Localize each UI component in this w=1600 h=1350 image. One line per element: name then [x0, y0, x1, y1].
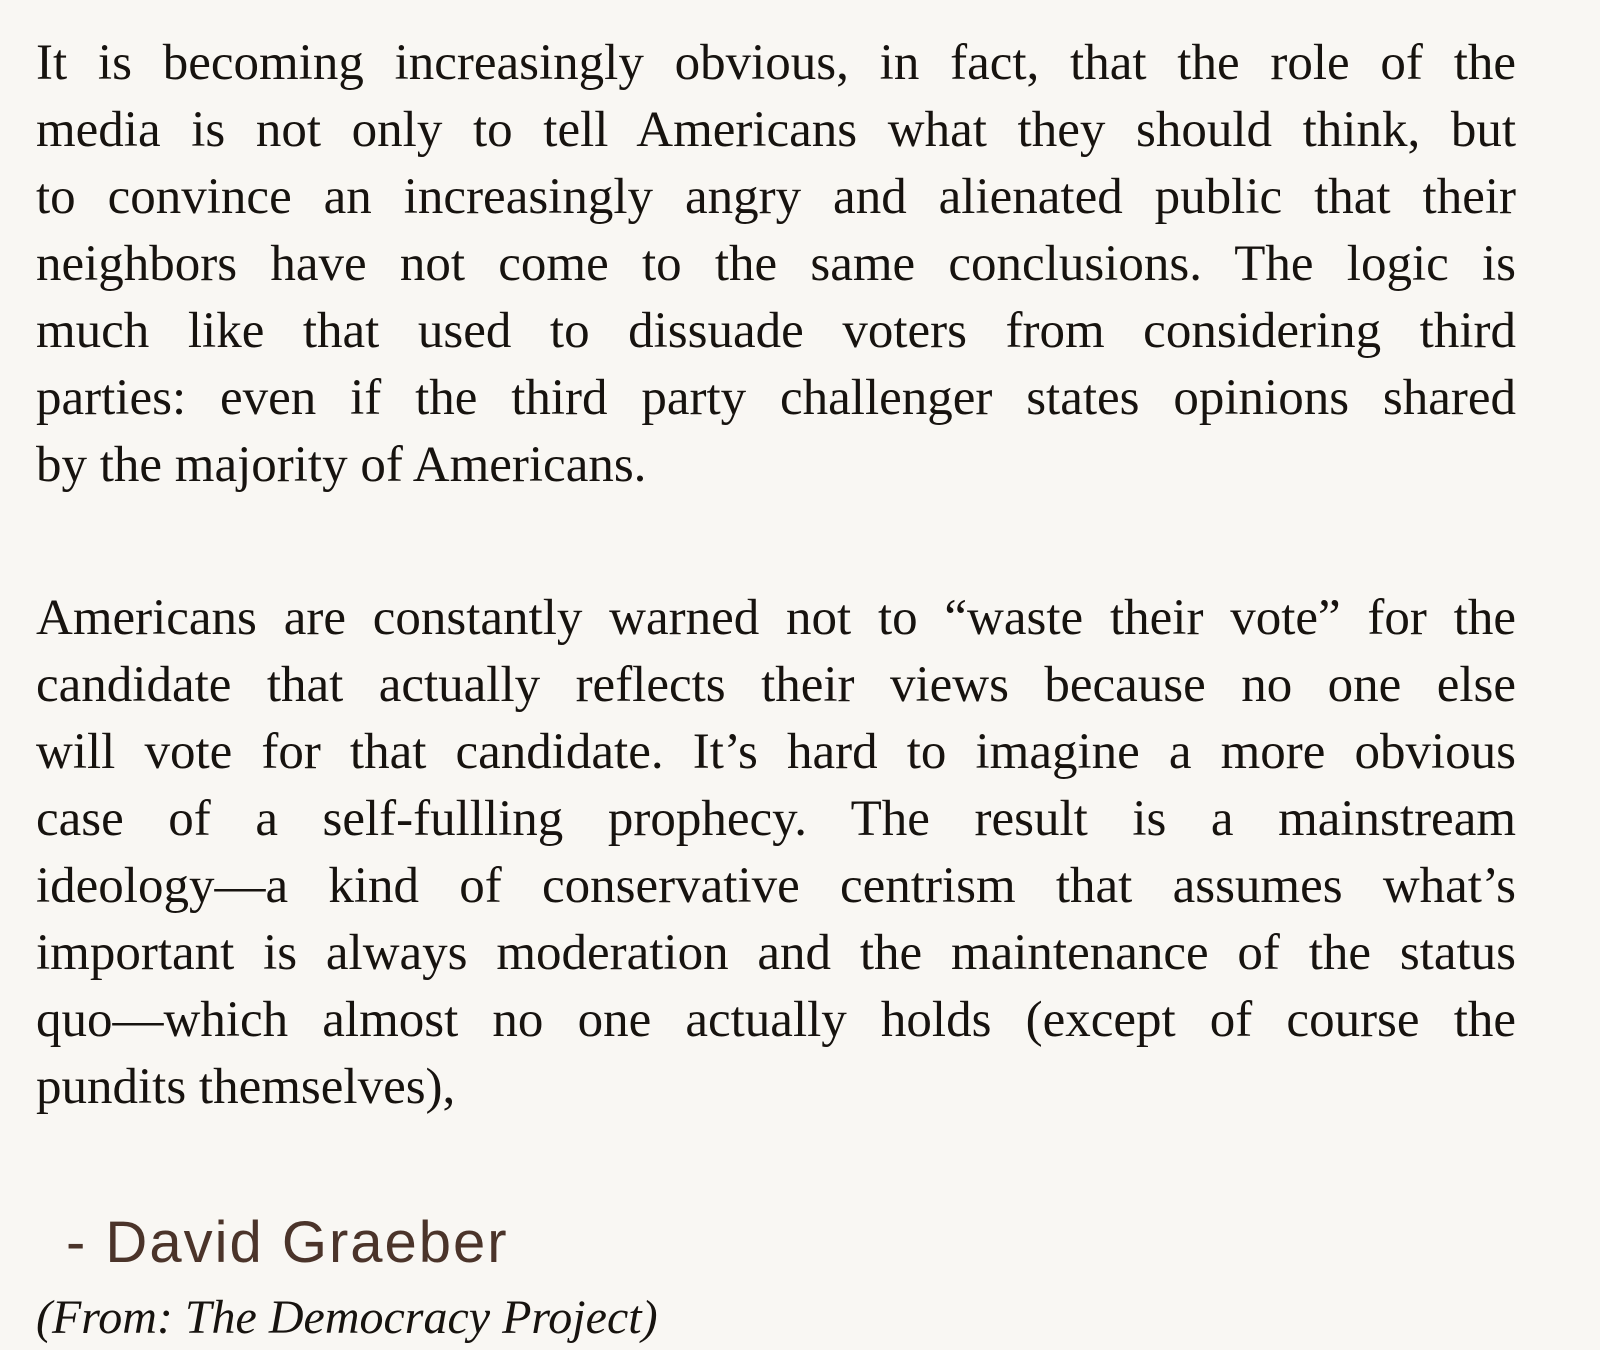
quote-line: media is not only to tell Americans what they should think, but [36, 102, 1516, 158]
quote-paragraph-2 [36, 585, 1516, 1121]
quote-line: neighbors have not come to the same conclusions. The logic is [36, 236, 1516, 292]
source-line: (From: The Democracy Project) [36, 1291, 658, 1344]
quote-line: case of a self-fullling prophecy. The result is a mainstream [36, 791, 1516, 847]
quote-line: parties: even if the third party challenger states opinions shared [36, 370, 1516, 426]
quote-line: pundits themselves), [36, 1059, 456, 1115]
quote-line: will vote for that candidate. It’s hard to imagine a more obvious [36, 724, 1516, 780]
quote-line: by the majority of Americans. [36, 437, 647, 493]
quote-line: candidate that actually reflects their views because no one else [36, 657, 1516, 713]
quote-line: important is always moderation and the maintenance of the status [36, 925, 1516, 981]
quote-paragraph-1 [36, 30, 1516, 499]
quote-line: ideology—a kind of conservative centrism that assumes what’s [36, 858, 1516, 914]
quote-line: to convince an increasingly angry and alienated public that their [36, 169, 1516, 225]
attribution: - David Graeber [66, 1210, 509, 1275]
quote-line: much like that used to dissuade voters from considering third [36, 303, 1516, 359]
quote-line: Americans are constantly warned not to “waste their vote” for the [36, 590, 1516, 646]
quote-line: It is becoming increasingly obvious, in fact, that the role of the [36, 35, 1516, 91]
quote-line: quo—which almost no one actually holds (except of course the [36, 992, 1516, 1048]
